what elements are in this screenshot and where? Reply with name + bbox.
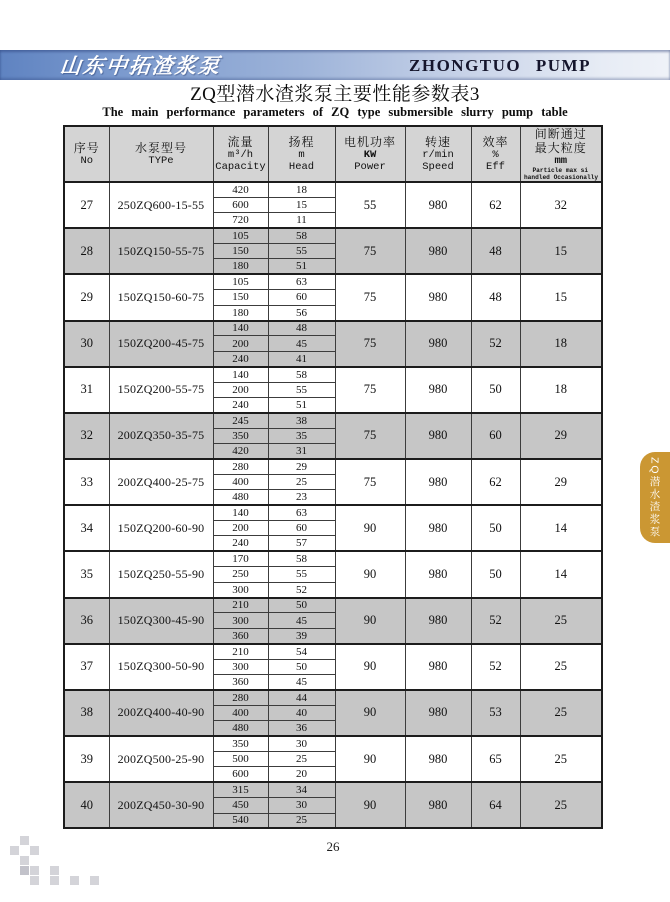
cell-type: 150ZQ300-50-90 <box>109 644 213 690</box>
cell-particle: 14 <box>520 505 602 551</box>
cell-head: 45 <box>268 336 335 351</box>
cell-head: 55 <box>268 244 335 259</box>
cell-head: 60 <box>268 521 335 536</box>
cell-eff: 62 <box>471 182 520 228</box>
cell-particle: 15 <box>520 274 602 320</box>
cell-no: 30 <box>64 321 109 367</box>
cell-capacity: 300 <box>213 659 268 674</box>
cell-head: 52 <box>268 582 335 597</box>
deco-square <box>90 876 99 885</box>
column-header-speed <box>405 126 471 182</box>
cell-speed: 980 <box>405 182 471 228</box>
cell-capacity: 300 <box>213 613 268 628</box>
cell-no: 34 <box>64 505 109 551</box>
cell-eff: 50 <box>471 551 520 597</box>
cell-head: 56 <box>268 305 335 320</box>
pump-row-31 <box>64 367 602 382</box>
deco-square <box>20 836 29 845</box>
cell-head: 31 <box>268 444 335 459</box>
cell-particle: 25 <box>520 782 602 828</box>
cell-type: 200ZQ500-25-90 <box>109 736 213 782</box>
cell-particle: 32 <box>520 182 602 228</box>
pump-row-37 <box>64 644 602 659</box>
spec-table <box>63 125 603 829</box>
column-header-particle-line: 最大粒度 <box>534 141 587 155</box>
cell-capacity: 170 <box>213 551 268 566</box>
cell-eff: 52 <box>471 644 520 690</box>
cell-speed: 980 <box>405 274 471 320</box>
cell-head: 45 <box>268 613 335 628</box>
cell-capacity: 450 <box>213 798 268 813</box>
cell-head: 25 <box>268 751 335 766</box>
cell-no: 40 <box>64 782 109 828</box>
cell-type: 150ZQ200-45-75 <box>109 321 213 367</box>
column-header-capacity-line: m³/h <box>227 149 254 161</box>
cell-capacity: 140 <box>213 505 268 520</box>
cell-capacity: 240 <box>213 351 268 366</box>
cell-eff: 52 <box>471 598 520 644</box>
cell-capacity: 105 <box>213 274 268 289</box>
cell-eff: 65 <box>471 736 520 782</box>
cell-no: 27 <box>64 182 109 228</box>
column-header-particle-line: Particle max si <box>532 167 589 174</box>
cell-capacity: 360 <box>213 628 268 643</box>
cell-power: 75 <box>335 413 405 459</box>
cell-power: 75 <box>335 367 405 413</box>
cell-type: 250ZQ600-15-55 <box>109 182 213 228</box>
column-header-head-line: 扬程 <box>288 135 315 149</box>
cell-capacity: 400 <box>213 705 268 720</box>
column-header-head-line: m <box>298 149 305 161</box>
pump-row-28 <box>64 228 602 243</box>
cell-head: 25 <box>268 813 335 828</box>
cell-head: 25 <box>268 474 335 489</box>
column-header-head-line: Head <box>288 161 315 173</box>
cell-head: 11 <box>268 213 335 228</box>
pump-row-35 <box>64 551 602 566</box>
cell-type: 150ZQ200-55-75 <box>109 367 213 413</box>
column-header-no-line: 序号 <box>73 141 100 155</box>
cell-head: 60 <box>268 290 335 305</box>
column-header-capacity-line: Capacity <box>215 161 266 173</box>
cell-eff: 62 <box>471 459 520 505</box>
cell-particle: 25 <box>520 598 602 644</box>
cell-capacity: 420 <box>213 182 268 197</box>
page-title: ZQ型潜水渣浆泵主要性能参数表3 <box>190 84 480 105</box>
cell-capacity: 280 <box>213 459 268 474</box>
column-header-speed-line: Speed <box>422 161 454 173</box>
column-header-no <box>64 126 109 182</box>
cell-capacity: 350 <box>213 428 268 443</box>
cell-head: 44 <box>268 690 335 705</box>
cell-particle: 18 <box>520 367 602 413</box>
cell-capacity: 600 <box>213 767 268 782</box>
pump-row-34 <box>64 505 602 520</box>
cell-power: 75 <box>335 274 405 320</box>
column-header-speed-line: r/min <box>422 149 454 161</box>
cell-speed: 980 <box>405 459 471 505</box>
cell-power: 90 <box>335 505 405 551</box>
cell-type: 150ZQ300-45-90 <box>109 598 213 644</box>
brand-name-text: ZHONGTUO PUMP <box>409 56 591 75</box>
column-header-eff <box>471 126 520 182</box>
cell-capacity: 720 <box>213 213 268 228</box>
cell-head: 20 <box>268 767 335 782</box>
pump-row-36 <box>64 598 602 613</box>
cell-type: 150ZQ150-60-75 <box>109 274 213 320</box>
column-header-particle-line: mm <box>554 155 568 167</box>
cell-power: 90 <box>335 782 405 828</box>
cell-capacity: 280 <box>213 690 268 705</box>
cell-eff: 53 <box>471 690 520 736</box>
cell-head: 50 <box>268 598 335 613</box>
column-header-head <box>268 126 335 182</box>
cell-head: 29 <box>268 459 335 474</box>
cell-power: 90 <box>335 551 405 597</box>
cell-speed: 980 <box>405 644 471 690</box>
cell-speed: 980 <box>405 598 471 644</box>
cell-head: 30 <box>268 736 335 751</box>
column-header-type <box>109 126 213 182</box>
cell-no: 32 <box>64 413 109 459</box>
cell-power: 90 <box>335 690 405 736</box>
cell-head: 45 <box>268 675 335 690</box>
cell-head: 15 <box>268 197 335 212</box>
column-header-power-line: Power <box>354 161 386 173</box>
cell-capacity: 600 <box>213 197 268 212</box>
cell-particle: 15 <box>520 228 602 274</box>
cell-capacity: 540 <box>213 813 268 828</box>
cell-capacity: 240 <box>213 536 268 551</box>
cell-head: 51 <box>268 397 335 412</box>
cell-head: 35 <box>268 428 335 443</box>
cell-head: 18 <box>268 182 335 197</box>
cell-power: 75 <box>335 228 405 274</box>
cell-power: 90 <box>335 598 405 644</box>
cell-head: 36 <box>268 721 335 736</box>
cell-capacity: 180 <box>213 259 268 274</box>
page-subtitle: The main performance parameters of ZQ type submersible slurry pump table <box>102 105 568 119</box>
cell-capacity: 210 <box>213 644 268 659</box>
cell-type: 150ZQ200-60-90 <box>109 505 213 551</box>
cell-head: 34 <box>268 782 335 797</box>
deco-square <box>20 866 29 875</box>
cell-eff: 48 <box>471 228 520 274</box>
cell-type: 200ZQ400-40-90 <box>109 690 213 736</box>
section-side-tab <box>640 452 670 543</box>
cell-speed: 980 <box>405 228 471 274</box>
column-header-particle-line: 间断通过 <box>534 127 587 141</box>
section-side-tab-label: ZQ潜水渣浆泵 <box>648 456 661 539</box>
deco-square <box>10 846 19 855</box>
cell-head: 54 <box>268 644 335 659</box>
cell-particle: 25 <box>520 690 602 736</box>
cell-speed: 980 <box>405 505 471 551</box>
cell-speed: 980 <box>405 551 471 597</box>
cell-eff: 50 <box>471 505 520 551</box>
table-header-row <box>64 126 602 182</box>
cell-capacity: 360 <box>213 675 268 690</box>
pump-row-32 <box>64 413 602 428</box>
cell-head: 57 <box>268 536 335 551</box>
cell-no: 31 <box>64 367 109 413</box>
deco-square <box>30 866 39 875</box>
cell-power: 75 <box>335 321 405 367</box>
cell-power: 55 <box>335 182 405 228</box>
cell-capacity: 105 <box>213 228 268 243</box>
column-header-no-line: No <box>80 155 94 167</box>
cell-head: 23 <box>268 490 335 505</box>
cell-head: 58 <box>268 228 335 243</box>
cell-no: 35 <box>64 551 109 597</box>
column-header-type-line: 水泵型号 <box>134 141 187 155</box>
cell-capacity: 200 <box>213 521 268 536</box>
cell-speed: 980 <box>405 413 471 459</box>
cell-eff: 64 <box>471 782 520 828</box>
column-header-speed-line: 转速 <box>424 135 451 149</box>
company-logo-calligraphy: 山东中拓渣浆泵 <box>58 54 223 78</box>
cell-particle: 25 <box>520 736 602 782</box>
cell-capacity: 420 <box>213 444 268 459</box>
cell-capacity: 200 <box>213 382 268 397</box>
cell-speed: 980 <box>405 782 471 828</box>
cell-power: 75 <box>335 459 405 505</box>
pump-row-40 <box>64 782 602 797</box>
cell-capacity: 240 <box>213 397 268 412</box>
cell-head: 41 <box>268 351 335 366</box>
deco-square <box>70 876 79 885</box>
cell-type: 150ZQ250-55-90 <box>109 551 213 597</box>
cell-capacity: 250 <box>213 567 268 582</box>
cell-power: 90 <box>335 736 405 782</box>
pump-row-33 <box>64 459 602 474</box>
deco-square <box>30 846 39 855</box>
cell-type: 200ZQ400-25-75 <box>109 459 213 505</box>
cell-capacity: 245 <box>213 413 268 428</box>
cell-speed: 980 <box>405 367 471 413</box>
cell-capacity: 140 <box>213 321 268 336</box>
column-header-type-line: TYPe <box>148 155 174 167</box>
cell-capacity: 315 <box>213 782 268 797</box>
cell-capacity: 140 <box>213 367 268 382</box>
deco-square <box>20 856 29 865</box>
cell-no: 29 <box>64 274 109 320</box>
cell-capacity: 200 <box>213 336 268 351</box>
cell-particle: 18 <box>520 321 602 367</box>
cell-head: 63 <box>268 274 335 289</box>
cell-eff: 60 <box>471 413 520 459</box>
pump-row-38 <box>64 690 602 705</box>
cell-no: 37 <box>64 644 109 690</box>
cell-power: 90 <box>335 644 405 690</box>
pump-row-27 <box>64 182 602 197</box>
cell-capacity: 480 <box>213 490 268 505</box>
cell-no: 39 <box>64 736 109 782</box>
cell-head: 39 <box>268 628 335 643</box>
cell-eff: 48 <box>471 274 520 320</box>
cell-no: 28 <box>64 228 109 274</box>
cell-speed: 980 <box>405 321 471 367</box>
cell-head: 51 <box>268 259 335 274</box>
deco-square <box>50 876 59 885</box>
cell-eff: 50 <box>471 367 520 413</box>
cell-capacity: 350 <box>213 736 268 751</box>
column-header-power-line: 电机功率 <box>343 135 396 149</box>
cell-capacity: 400 <box>213 474 268 489</box>
column-header-eff-line: % <box>492 149 499 161</box>
cell-capacity: 150 <box>213 290 268 305</box>
cell-type: 200ZQ350-35-75 <box>109 413 213 459</box>
cell-no: 33 <box>64 459 109 505</box>
column-header-particle <box>520 126 602 182</box>
pump-row-30 <box>64 321 602 336</box>
cell-capacity: 500 <box>213 751 268 766</box>
column-header-eff-line: Eff <box>486 161 505 173</box>
cell-particle: 14 <box>520 551 602 597</box>
cell-capacity: 480 <box>213 721 268 736</box>
cell-type: 150ZQ150-55-75 <box>109 228 213 274</box>
page-number: 26 <box>326 839 340 854</box>
cell-capacity: 150 <box>213 244 268 259</box>
deco-square <box>30 876 39 885</box>
cell-head: 63 <box>268 505 335 520</box>
column-header-capacity-line: 流量 <box>227 135 254 149</box>
cell-no: 36 <box>64 598 109 644</box>
cell-speed: 980 <box>405 736 471 782</box>
cell-head: 58 <box>268 367 335 382</box>
column-header-capacity <box>213 126 268 182</box>
pump-row-39 <box>64 736 602 751</box>
cell-type: 200ZQ450-30-90 <box>109 782 213 828</box>
column-header-power <box>335 126 405 182</box>
cell-head: 38 <box>268 413 335 428</box>
column-header-eff-line: 效率 <box>482 135 509 149</box>
cell-no: 38 <box>64 690 109 736</box>
cell-speed: 980 <box>405 690 471 736</box>
column-header-particle-line: handled Occasionally <box>523 174 598 181</box>
cell-particle: 29 <box>520 459 602 505</box>
cell-capacity: 210 <box>213 598 268 613</box>
column-header-power-line: KW <box>363 149 377 161</box>
cell-head: 30 <box>268 798 335 813</box>
cell-particle: 29 <box>520 413 602 459</box>
cell-head: 55 <box>268 382 335 397</box>
pump-row-29 <box>64 274 602 289</box>
cell-eff: 52 <box>471 321 520 367</box>
deco-square <box>50 866 59 875</box>
cell-head: 55 <box>268 567 335 582</box>
cell-head: 58 <box>268 551 335 566</box>
cell-capacity: 300 <box>213 582 268 597</box>
cell-particle: 25 <box>520 644 602 690</box>
cell-head: 50 <box>268 659 335 674</box>
cell-capacity: 180 <box>213 305 268 320</box>
cell-head: 40 <box>268 705 335 720</box>
cell-head: 48 <box>268 321 335 336</box>
